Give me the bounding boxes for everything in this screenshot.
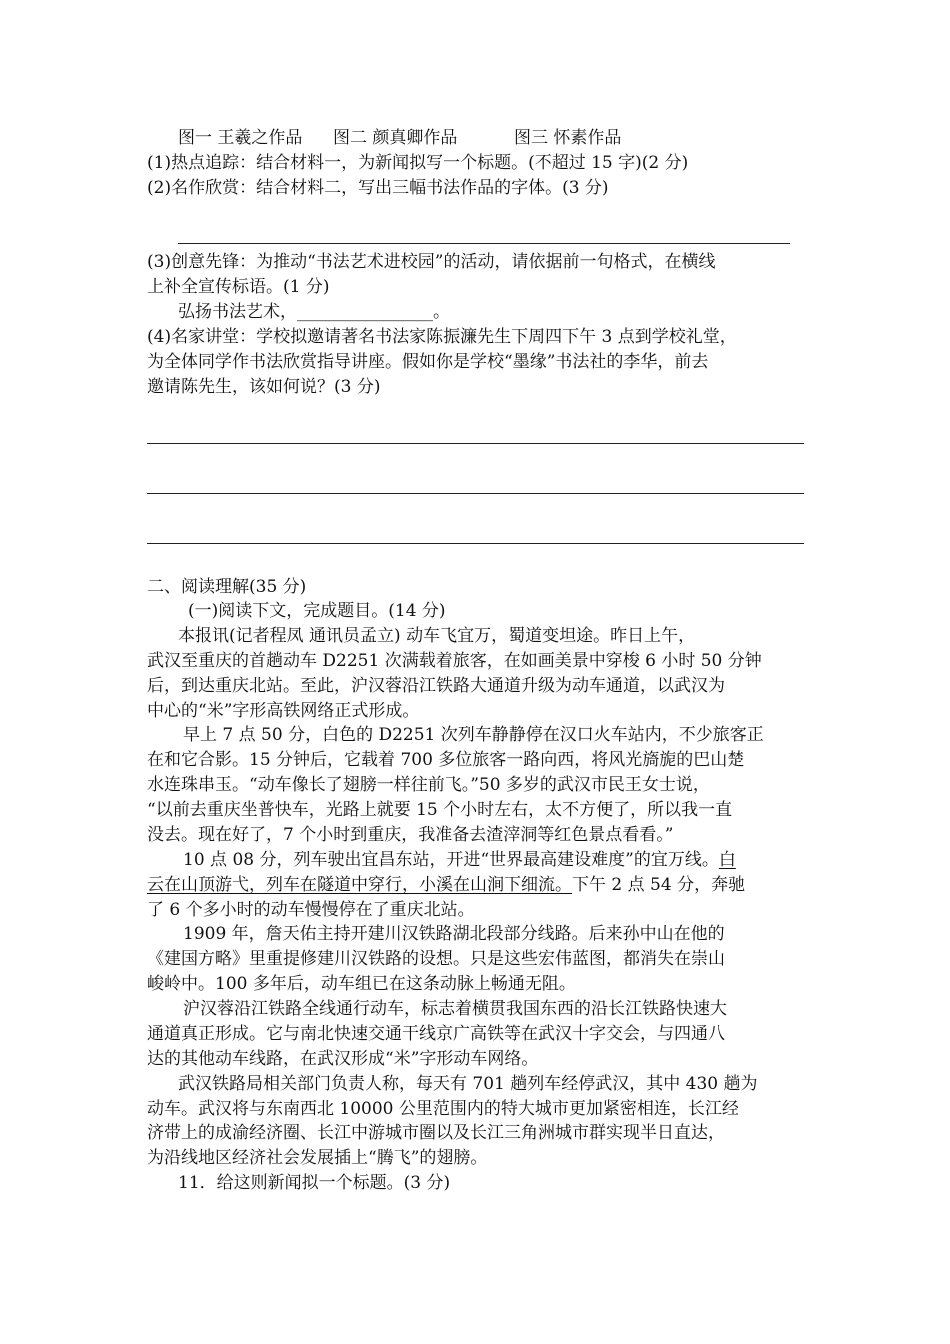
question-4-line2: 为全体同学作书法欣赏指导讲座。假如你是学校“墨缘”书法社的李华，前去 <box>147 352 709 372</box>
article-p5-line2: 通道真正形成。它与南北快速交通干线京广高铁等在武汉十字交会，与四通八 <box>147 1024 725 1044</box>
question-3-line1: (3)创意先锋：为推动“书法艺术进校园”的活动，请依据前一句格式，在横线 <box>147 252 716 272</box>
article-p6-line1: 武汉铁路局相关部门负责人称，每天有 701 趟列车经停武汉，其中 430 趟为 <box>178 1074 758 1094</box>
answer-line-q4-1 <box>147 443 804 444</box>
article-p3-line1 <box>183 849 736 871</box>
question-4-line1: (4)名家讲堂：学校拟邀请著名书法家陈振濂先生下周四下午 3 点到学校礼堂， <box>147 327 737 347</box>
slogan-blank[interactable]: ________________ <box>297 302 433 322</box>
article-p4-line1: 1909 年，詹天佑主持开建川汉铁路湖北段部分线路。后来孙中山在他的 <box>183 924 725 944</box>
article-p4-line3: 峻岭中。100 多年后，动车组已在这条动脉上畅通无阻。 <box>147 974 576 994</box>
article-p2-line5: 没去。现在好了，7 个小时到重庆，我准备去渣滓洞等红色景点看看。” <box>147 825 674 845</box>
article-p5-line1: 沪汉蓉沿江铁路全线通行动车，标志着横贯我国东西的沿长江铁路快速大 <box>183 999 727 1019</box>
answer-line-q4-3 <box>147 543 804 544</box>
article-p6-line4: 为沿线地区经济社会发展插上“腾飞”的翅膀。 <box>147 1148 488 1168</box>
figure-caption-3: 图三 怀素作品 <box>514 128 622 148</box>
question-2: (2)名作欣赏：结合材料二，写出三幅书法作品的字体。(3 分) <box>147 178 609 198</box>
answer-line-q2 <box>178 243 790 244</box>
figure-caption-2: 图二 颜真卿作品 <box>333 128 458 148</box>
article-p2-line4: “以前去重庆坐普快车，光路上就要 15 个小时左右，太不方便了，所以我一直 <box>147 800 733 820</box>
article-p3-line2 <box>147 874 745 896</box>
article-p5-line3: 达的其他动车线路，在武汉形成“米”字形动车网络。 <box>147 1049 539 1069</box>
article-p1-line1: 本报讯(记者程凤 通讯员孟立) 动车飞宜万，蜀道变坦途。昨日上午， <box>178 626 696 646</box>
article-p3-line2-text: 下午 2 点 54 分，奔驰 <box>572 875 746 895</box>
article-p2-line3: 水连珠串玉。“动车像长了翅膀一样往前飞。”50 多岁的武汉市民王女士说， <box>147 775 710 795</box>
article-p4-line2: 《建国方略》里重提修建川汉铁路的设想。只是这些宏伟蓝图，都消失在崇山 <box>147 949 725 969</box>
slogan-line <box>178 301 450 323</box>
figure-caption-1: 图一 王羲之作品 <box>178 128 303 148</box>
article-p6-line3: 济带上的成渝经济圈、长江中游城市圈以及长江三角洲城市群实现半日直达， <box>147 1123 725 1143</box>
section-heading: 二、阅读理解(35 分) <box>147 577 307 597</box>
article-p2-line1: 早上 7 点 50 分，白色的 D2251 次列车静静停在汉口火车站内，不少旅客正 <box>183 725 764 745</box>
article-p1-line2: 武汉至重庆的首趟动车 D2251 次满载着旅客，在如画美景中穿梭 6 小时 50 分钟 <box>147 651 762 671</box>
article-p6-line2: 动车。武汉将与东南西北 10000 公里范围内的特大城市更加紧密相连，长江经 <box>147 1099 739 1119</box>
article-p3-line3: 了 6 个多小时的动车慢慢停在了重庆北站。 <box>147 900 475 920</box>
question-11: 11．给这则新闻拟一个标题。(3 分) <box>178 1173 451 1193</box>
question-1: (1)热点追踪：结合材料一，为新闻拟写一个标题。(不超过 15 字)(2 分) <box>147 153 689 173</box>
article-p1-line4: 中心的“米”字形高铁网络正式形成。 <box>147 701 420 721</box>
article-p3-line1-text: 10 点 08 分，列车驶出宜昌东站，开进“世界最高建设难度”的宜万线。 <box>183 850 719 870</box>
slogan-prefix: 弘扬书法艺术， <box>178 302 297 322</box>
question-4-line3: 邀请陈先生，该如何说？(3 分) <box>147 377 381 397</box>
slogan-suffix: 。 <box>433 302 450 322</box>
underlined-sentence: 云在山顶游弋，列车在隧道中穿行，小溪在山涧下细流。 <box>147 875 572 895</box>
question-3-line2: 上补全宣传标语。(1 分) <box>147 277 330 297</box>
answer-line-q4-2 <box>147 493 804 494</box>
underlined-sentence-start: 白 <box>718 850 736 870</box>
article-p2-line2: 在和它合影。15 分钟后，它载着 700 多位旅客一路向西，将风光旖旎的巴山楚 <box>147 750 745 770</box>
article-p1-line3: 后，到达重庆北站。至此，沪汉蓉沿江铁路大通道升级为动车通道，以武汉为 <box>147 676 725 696</box>
subsection-heading: (一)阅读下文，完成题目。(14 分) <box>188 601 446 621</box>
